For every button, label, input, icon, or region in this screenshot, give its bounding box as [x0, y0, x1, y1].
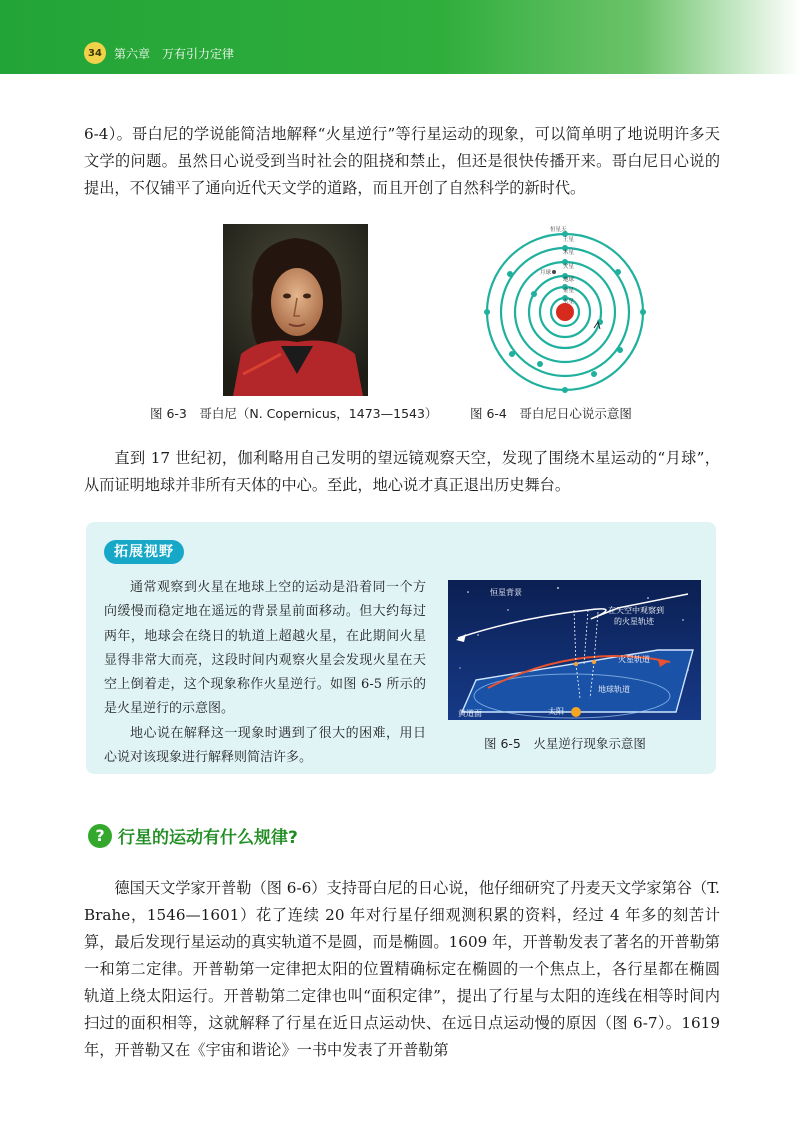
label-star-background: 恒星背景	[490, 588, 522, 597]
label-moon: 月球	[540, 270, 552, 276]
extension-text	[104, 576, 426, 770]
page-number-badge: 34	[84, 42, 106, 64]
label-fixed-stars: 恒星天	[550, 227, 567, 233]
extension-paragraph-2: 地心说在解释这一现象时遇到了很大的困难，用日心说对该现象进行解释则简洁许多。	[104, 725, 426, 766]
label-sun: 太阳	[548, 707, 564, 716]
label-earth-orbit: 地球轨道	[598, 685, 630, 694]
label-jupiter: 木星	[563, 250, 575, 256]
section-heading: 行星的运动有什么规律?	[118, 828, 298, 848]
extension-title: 拓展视野	[104, 540, 184, 564]
label-saturn: 土星	[563, 237, 575, 243]
label-mars: 火星	[563, 264, 575, 270]
label-mars-orbit: 火星轨道	[618, 655, 650, 664]
chapter-title: 第六章 万有引力定律	[114, 47, 235, 61]
paragraph-copernicus: 6-4）。哥白尼的学说能简洁地解释“火星逆行”等行星运动的现象，可以简单明了地说明许多天文学的问题。虽然日心说受到当时社会的阻挠和禁止，但还是很快传播开来。哥白尼日心说的提出，不仅铺平了通向近代天文学的道路，而且开创了自然科学的新时代。	[84, 125, 720, 197]
chapter-header-band	[0, 0, 800, 74]
label-mercury: 水星	[563, 299, 575, 305]
mars-retrograde-figure	[448, 580, 701, 720]
label-earth: 地球	[563, 277, 575, 283]
figure-6-4-caption: 图 6-4 哥白尼日心说示意图	[470, 406, 632, 421]
sun-marker	[556, 303, 574, 321]
figure-6-5-caption: 图 6-5 火星逆行现象示意图	[484, 736, 646, 751]
heliocentric-diagram	[474, 224, 656, 396]
extension-paragraph-1: 通常观察到火星在地球上空的运动是沿着同一个方向缓慢而稳定地在遥远的背景星前面移动。但大约每过两年，地球会在绕日的轨道上超越火星，在此期间火星显得非常大而亮，这段时间内观察火星会发现火星在天空上倒着走，这个现象称作火星逆行。如图 6-5 所示的是火星逆行的示意图。	[104, 580, 426, 717]
label-observed-line2: 的火星轨迹	[614, 617, 654, 626]
paragraph-galileo: 直到 17 世纪初，伽利略用自己发明的望远镜观察天空，发现了围绕木星运动的“月球”，从而证明地球并非所有天体的中心。至此，地心说才真正退出历史舞台。	[84, 449, 720, 494]
figure-6-3-caption: 图 6-3 哥白尼（N. Copernicus，1473—1543）	[150, 406, 438, 421]
label-observed-line1: 在天空中观察到	[608, 606, 664, 615]
copernicus-portrait	[223, 224, 368, 396]
question-mark-icon: ?	[88, 824, 112, 848]
label-venus: 金星	[563, 288, 575, 294]
label-ecliptic-plane: 黄道面	[458, 709, 482, 718]
paragraph-kepler: 德国天文学家开普勒（图 6-6）支持哥白尼的日心说，他仔细研究了丹麦天文学家第谷（T. Brahe，1546—1601）花了连续 20 年对行星仔细观测积累的资料，经过 4 年多的刻苦计算，最后发现行星运动的真实轨道不是圆，而是椭圆。1609 年，开普勒发表了著名的开普勒第一和第二定律。开普勒第一定律把太阳的位置精确标定在椭圆的一个焦点上，各行星都在椭圆轨道上绕太阳运行。开普勒第二定律也叫“面积定律”，提出了行星与太阳的连线在相等时间内扫过的面积相等，这就解释了行星在近日点运动快、在远日点运动慢的原因（图 6-7）。1619 年，开普勒又在《宇宙和谐论》一书中发表了开普勒第	[84, 879, 720, 1059]
